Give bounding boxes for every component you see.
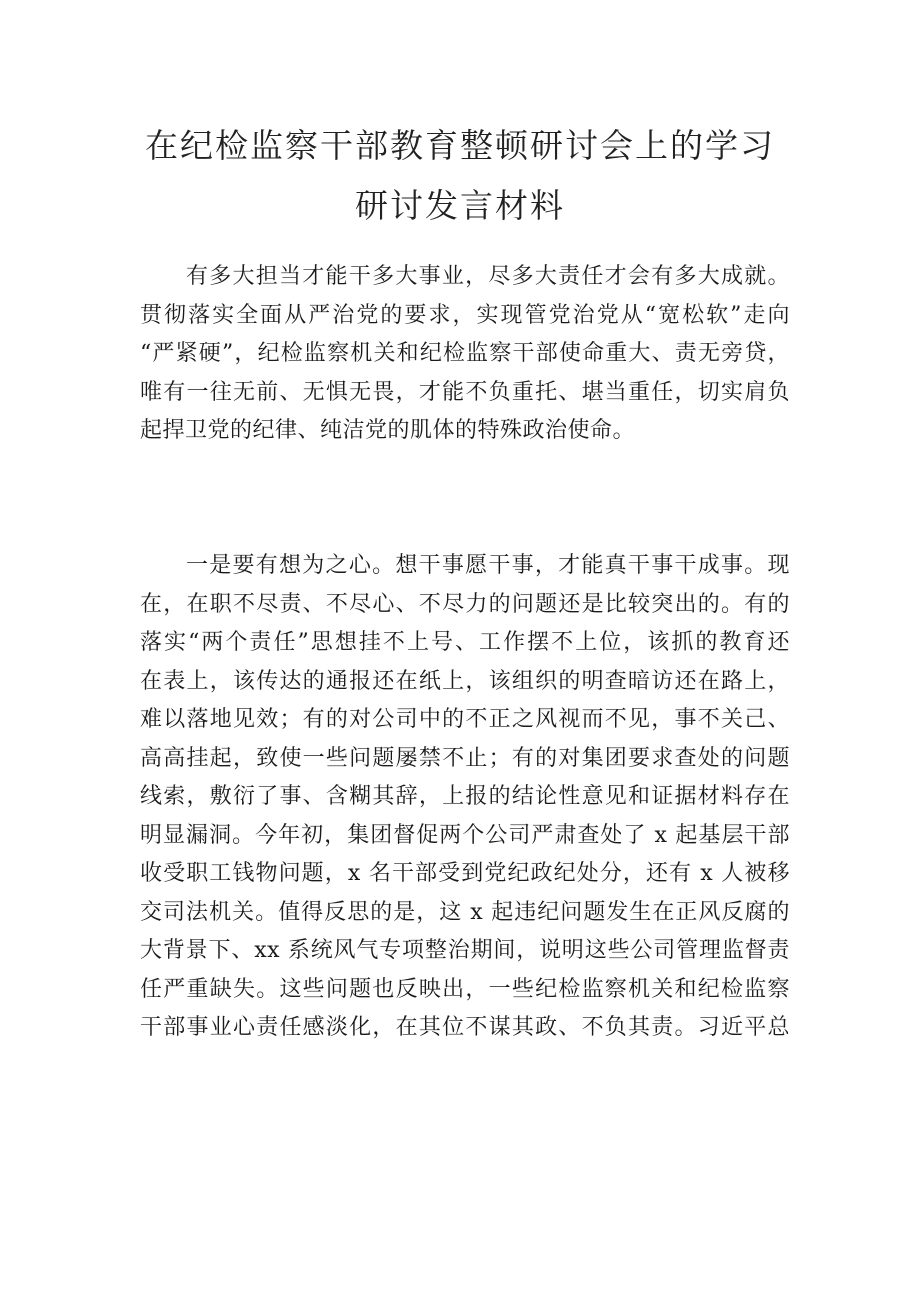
paragraph-line: 有多大担当才能干多大事业，尽多大责任才会有多大成就。 [186, 264, 790, 289]
paragraph-line: 线索，敷衍了事、含糊其辞，上报的结论性意见和证据材料存在 [140, 784, 790, 809]
paragraph-line: 交司法机关。值得反思的是，这 x 起违纪问题发生在正风反腐的 [140, 899, 790, 925]
paragraph-line: 贯彻落实全面从严治党的要求，实现管党治党从“宽松软”走向 [140, 302, 790, 328]
paragraph-line: 落实“两个责任”思想挂不上号、工作摆不上位，该抓的教育还 [140, 630, 790, 655]
paragraph-line: 在表上，该传达的通报还在纸上，该组织的明查暗访还在路上， [140, 668, 790, 694]
paragraph-line: 高高挂起，致使一些问题屡禁不止；有的对集团要求查处的问题 [140, 745, 790, 771]
paragraph-line: 收受职工钱物问题，x 名干部受到党纪政纪处分，还有 x 人被移 [140, 861, 790, 886]
paragraph-line: 干部事业心责任感淡化，在其位不谋其政、不负其责。习近平总 [140, 1015, 790, 1040]
paragraph-line: 明显漏洞。今年初，集团督促两个公司严肃查处了 x 起基层干部 [140, 822, 790, 848]
paragraph-line: “严紧硬”，纪检监察机关和纪检监察干部使命重大、责无旁贷， [140, 341, 790, 366]
paragraph-line: 一是要有想为之心。想干事愿干事，才能真干事干成事。现 [186, 553, 790, 578]
paragraph-line: 任严重缺失。这些问题也反映出，一些纪检监察机关和纪检监察 [140, 976, 790, 1002]
paragraph-line: 唯有一往无前、无惧无畏，才能不负重托、堪当重任，切实肩负 [140, 379, 790, 405]
paragraph-intro [140, 258, 790, 451]
paragraph-line: 在，在职不尽责、不尽心、不尽力的问题还是比较突出的。有的 [140, 591, 790, 617]
paragraph-line: 起捍卫党的纪律、纯洁党的肌体的特殊政治使命。 [140, 418, 636, 443]
paragraph-line: 大背景下、xx 系统风气专项整治期间，说明这些公司管理监督责 [140, 938, 790, 963]
document-title-line-1: 在纪检监察干部教育整顿研讨会上的学习 [145, 126, 775, 165]
paragraph-line: 难以落地见效；有的对公司中的不正之风视而不见，事不关己、 [140, 707, 790, 732]
document-title-line-2: 研讨发言材料 [355, 186, 565, 225]
paragraph-point-one [140, 547, 790, 1048]
